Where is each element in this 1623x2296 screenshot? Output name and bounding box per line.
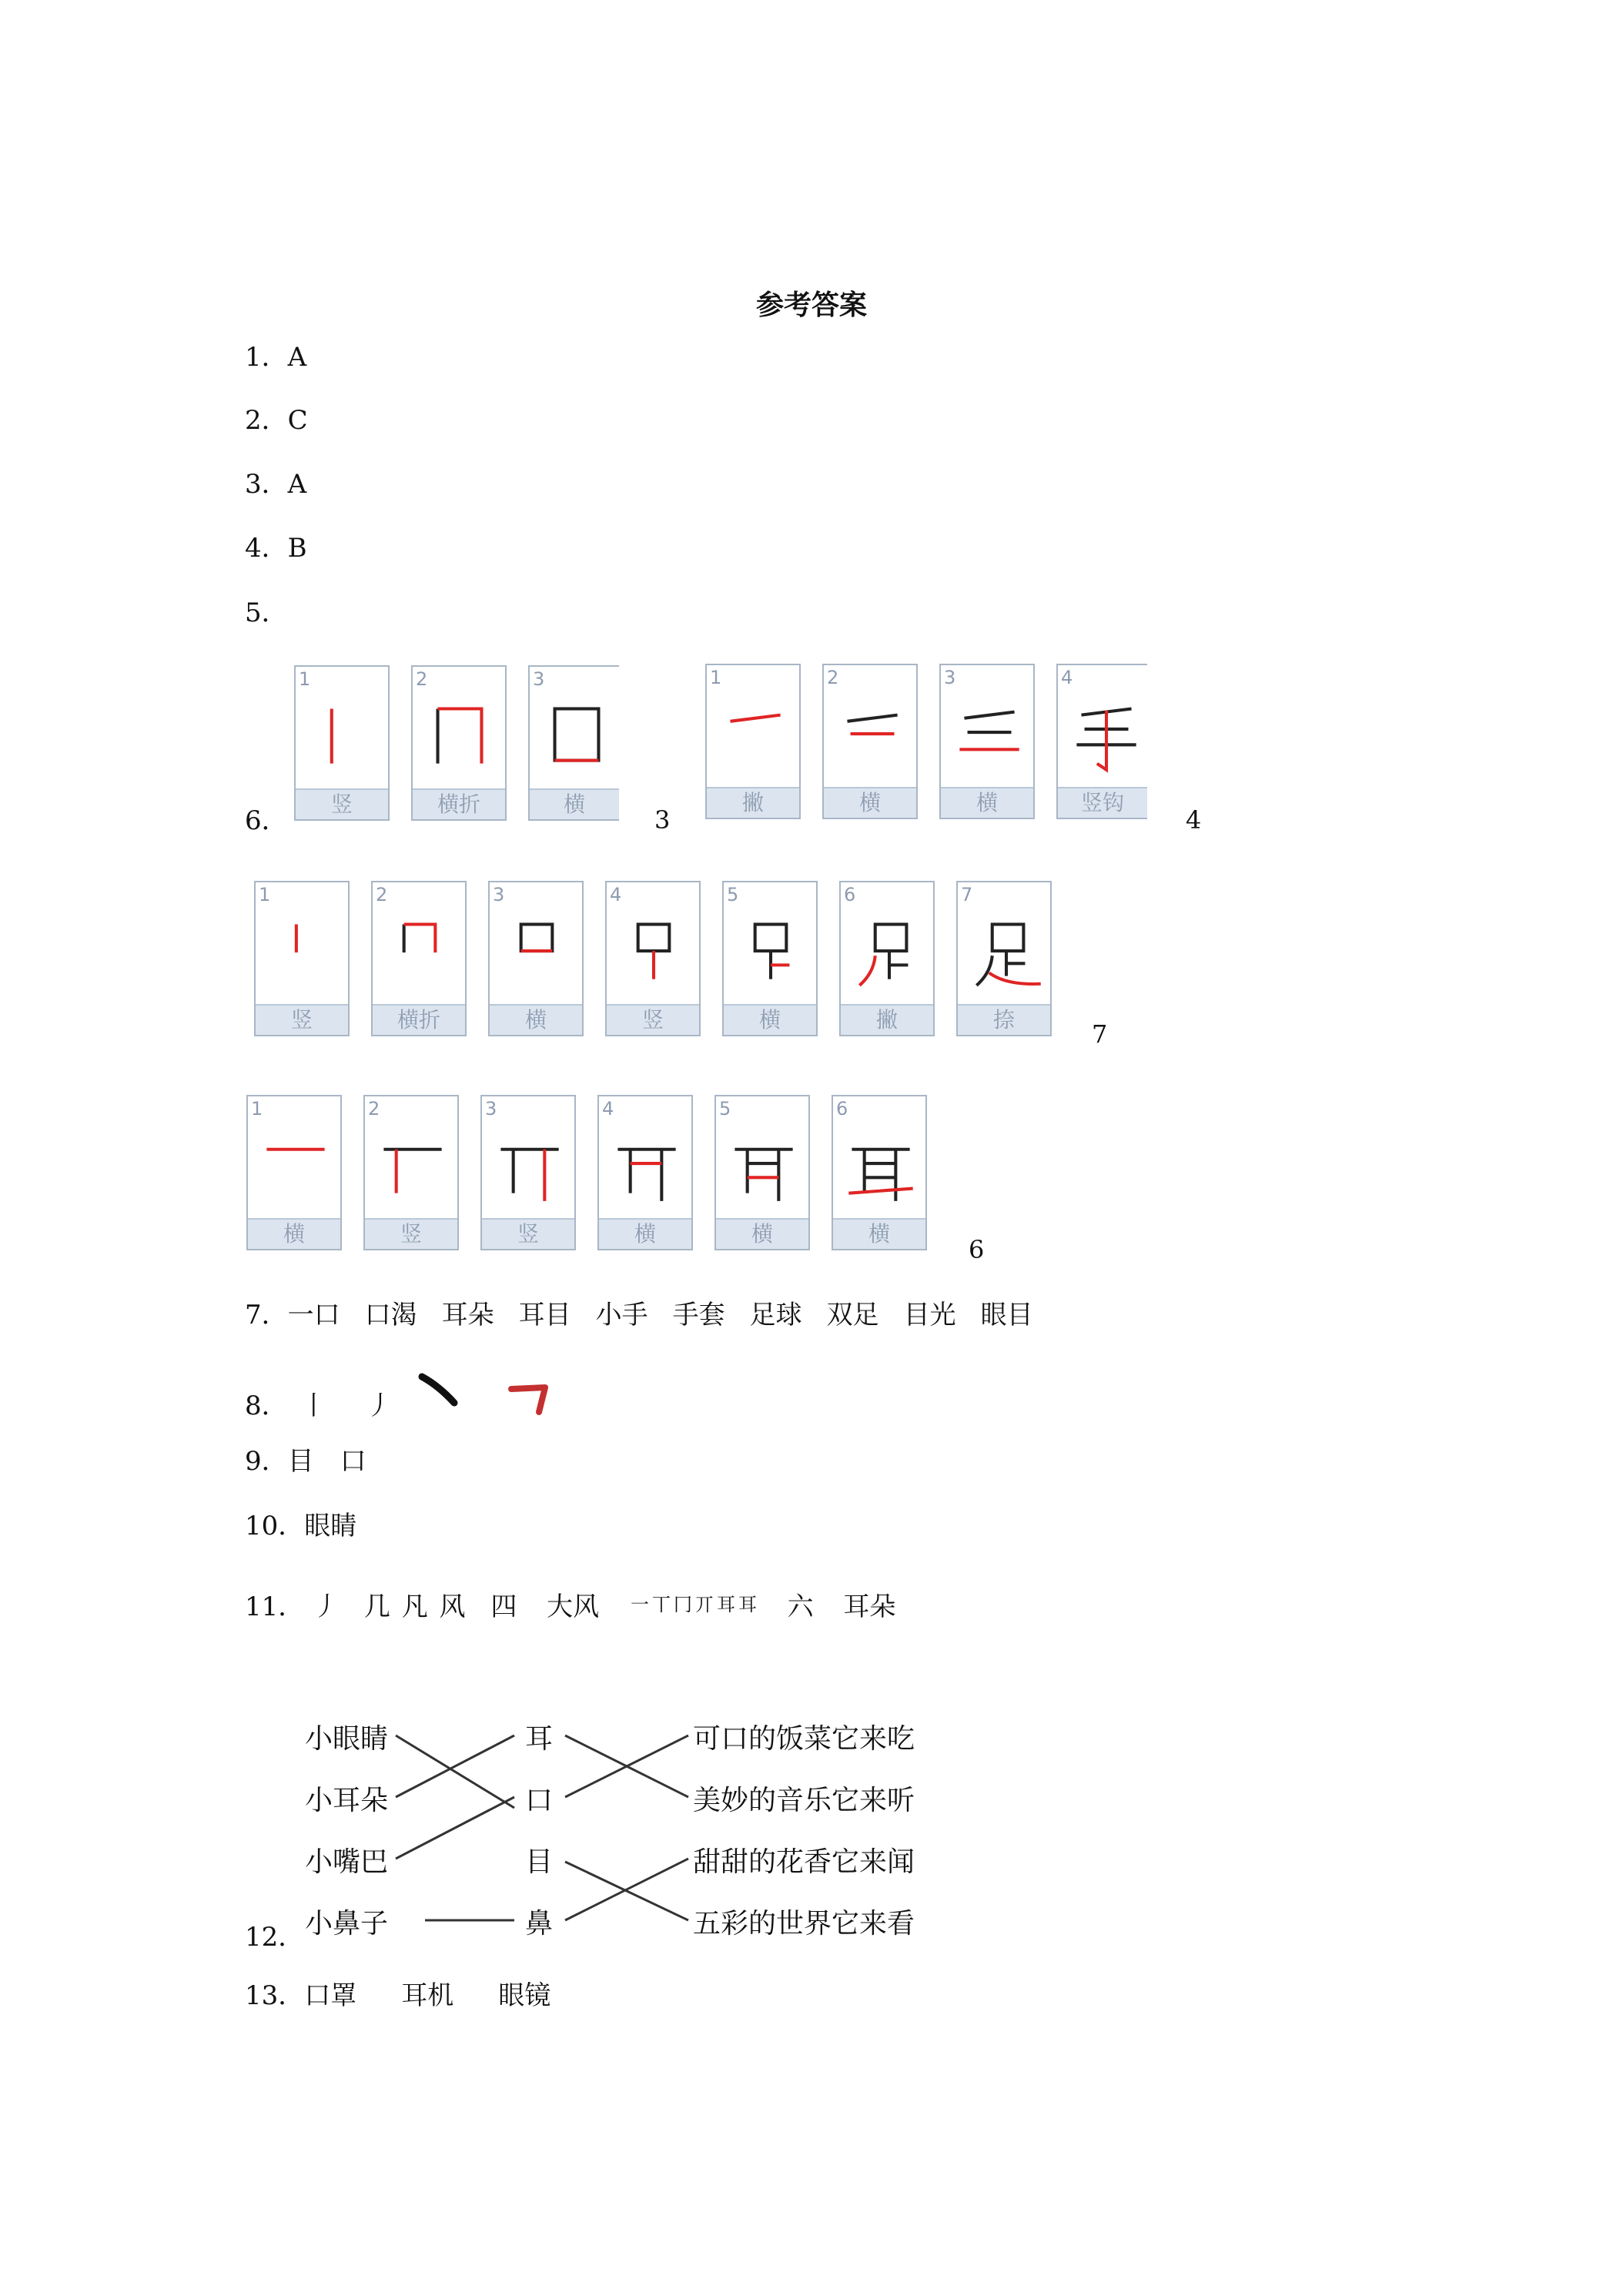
card-index: 5	[719, 1098, 731, 1120]
stroke-count: 4	[1186, 805, 1202, 835]
answer-number: 4．	[245, 533, 288, 564]
stroke-label: 横折	[413, 788, 505, 819]
card-index: 4	[1061, 667, 1073, 688]
stroke-glyph	[490, 1115, 568, 1209]
word: 足球	[749, 1300, 802, 1330]
stroke-label: 横折	[373, 1004, 465, 1035]
answer-text: C	[287, 405, 308, 436]
stroke-glyph	[373, 1115, 451, 1209]
stroke-glyph	[380, 901, 459, 995]
word: 双足	[826, 1300, 879, 1330]
answer-text: 眼睛	[304, 1511, 357, 1541]
answer-11	[245, 1588, 895, 1624]
card-index: 1	[259, 884, 271, 905]
stroke-label: 横	[248, 1218, 340, 1249]
word: 口渴	[364, 1300, 417, 1330]
stroke-label: 横	[941, 787, 1033, 818]
stroke-glyph	[965, 901, 1044, 995]
answer-number: 5．	[245, 597, 288, 628]
answer-text: A	[287, 342, 307, 373]
card-index: 2	[827, 667, 839, 688]
stroke-count: 3	[654, 805, 671, 835]
answer-2	[245, 403, 308, 437]
stroke-card	[714, 1095, 810, 1250]
answer-7	[245, 1298, 1033, 1332]
stroke-card	[480, 1095, 576, 1250]
stroke-label: 竖	[296, 788, 388, 819]
answer-number: 10．	[245, 1511, 305, 1541]
word: 耳朵	[441, 1300, 494, 1330]
answer-6-number: 6．	[245, 805, 288, 836]
word: 大风	[547, 1591, 600, 1622]
match-right-item: 美妙的音乐它来听	[693, 1785, 915, 1816]
answer-number: 3．	[245, 469, 288, 500]
stroke-glyph	[949, 684, 1027, 778]
stroke-glyph	[841, 1115, 919, 1209]
answer-5	[245, 596, 288, 630]
word: 耳朵	[843, 1591, 896, 1622]
card-index: 7	[961, 884, 973, 905]
answer-4	[245, 531, 307, 565]
stroke-card	[246, 1095, 342, 1250]
stroke-card	[939, 664, 1035, 819]
stroke-card	[411, 665, 507, 821]
answer-number: 7．	[245, 1300, 288, 1330]
stroke-sequence	[631, 1594, 769, 1615]
stroke-label: 竖	[256, 1004, 348, 1035]
answer-text: A	[287, 469, 307, 500]
match-middle-item: 耳	[525, 1723, 554, 1755]
stroke-card	[839, 881, 935, 1036]
stroke-step: 丅	[651, 1594, 674, 1615]
stroke-step: 一	[630, 1594, 652, 1615]
answer-number: 8．	[245, 1391, 288, 1421]
stroke-glyph	[614, 901, 693, 995]
stroke-label: 捺	[958, 1004, 1050, 1035]
stroke-card	[488, 881, 584, 1036]
stroke-glyph	[1066, 684, 1144, 778]
card-index: 5	[727, 884, 739, 905]
stroke-step: 耳	[738, 1594, 760, 1615]
stroke-label: 撇	[841, 1004, 933, 1035]
stroke-glyph	[263, 901, 342, 995]
stroke-card	[705, 664, 801, 819]
word: 眼目	[980, 1300, 1033, 1330]
answer-13	[245, 1979, 550, 2013]
stroke-cards-kou	[294, 665, 641, 821]
word: 眼镜	[498, 1980, 551, 2011]
stroke-item: 丿	[313, 1591, 340, 1622]
match-middle-item: 口	[525, 1785, 554, 1816]
stroke-card	[1056, 664, 1147, 819]
match-right-item: 可口的饭菜它来吃	[693, 1723, 915, 1755]
match-left-item: 小眼睛	[305, 1723, 389, 1755]
stroke-card	[363, 1095, 459, 1250]
match-right-item: 甜甜的花香它来闻	[693, 1846, 915, 1878]
word: 手套	[672, 1300, 725, 1330]
match-middle-item: 鼻	[525, 1908, 554, 1940]
answer-number: 13．	[245, 1980, 305, 2011]
stroke-card	[294, 665, 390, 821]
stroke-card	[597, 1095, 693, 1250]
card-index: 4	[602, 1098, 614, 1120]
card-index: 6	[836, 1098, 848, 1120]
answer-text: B	[287, 533, 307, 564]
answer-number: 9．	[245, 1446, 288, 1477]
stroke-glyph	[497, 901, 576, 995]
card-index: 3	[533, 668, 545, 690]
match-left-item: 小耳朵	[305, 1785, 389, 1816]
answer-3	[245, 467, 306, 501]
stroke-card	[254, 881, 350, 1036]
stroke-label: 横	[833, 1218, 925, 1249]
word: 一口	[287, 1300, 340, 1330]
stroke-item: 凡	[401, 1591, 428, 1622]
answer-1	[245, 340, 306, 374]
card-index: 1	[251, 1098, 263, 1120]
stroke-vertical: 丨	[300, 1391, 327, 1421]
stroke-glyph	[256, 1115, 334, 1209]
stroke-glyph	[420, 685, 499, 779]
word: 目	[287, 1446, 314, 1477]
stroke-pie: 丿	[366, 1391, 393, 1421]
answer-8	[245, 1389, 392, 1423]
word: 口	[340, 1446, 366, 1477]
card-index: 2	[376, 884, 388, 905]
page-title: 参考答案	[755, 289, 867, 321]
stroke-glyph	[832, 684, 910, 778]
stroke-card	[371, 881, 467, 1036]
card-index: 3	[485, 1098, 497, 1120]
word: 口罩	[304, 1980, 357, 2011]
match-middle-item: 目	[525, 1846, 554, 1878]
stroke-label: 横	[824, 787, 916, 818]
stroke-count: 六	[787, 1591, 814, 1622]
card-index: 3	[944, 667, 956, 688]
match-right-item: 五彩的世界它来看	[693, 1908, 915, 1940]
answer-9	[245, 1444, 366, 1478]
answer-number: 1．	[245, 342, 288, 373]
word: 目光	[903, 1300, 956, 1330]
stroke-glyph	[607, 1115, 685, 1209]
matching-figure	[305, 1706, 936, 1960]
stroke-label: 竖	[607, 1004, 699, 1035]
stroke-card	[832, 1095, 927, 1250]
stroke-item: 风	[439, 1591, 466, 1622]
stroke-count: 四	[490, 1591, 517, 1622]
stroke-card	[956, 881, 1052, 1036]
stroke-count: 7	[1092, 1019, 1108, 1049]
stroke-card	[722, 881, 818, 1036]
stroke-glyph	[714, 684, 793, 778]
card-index: 6	[844, 884, 856, 905]
match-left-item: 小鼻子	[305, 1908, 389, 1940]
horizontal-turn-stroke-icon	[500, 1377, 562, 1423]
answer-10	[245, 1509, 356, 1543]
card-index: 1	[710, 667, 722, 688]
stroke-card	[605, 881, 701, 1036]
stroke-count: 6	[969, 1235, 985, 1264]
stroke-label: 竖	[482, 1218, 574, 1249]
stroke-label: 横	[530, 788, 619, 819]
stroke-item: 几	[363, 1591, 390, 1622]
stroke-glyph	[724, 1115, 802, 1209]
card-index: 3	[493, 884, 505, 905]
word: 耳目	[518, 1300, 571, 1330]
stroke-cards-er	[246, 1095, 949, 1250]
stroke-cards-zu	[254, 881, 1073, 1036]
match-left-item: 小嘴巴	[305, 1846, 389, 1878]
card-index: 4	[610, 884, 622, 905]
stroke-label: 撇	[707, 787, 799, 818]
word: 小手	[595, 1300, 648, 1330]
answer-12-number: 12．	[245, 1922, 305, 1953]
stroke-step: 冂	[673, 1594, 695, 1615]
stroke-glyph	[303, 685, 382, 779]
stroke-label: 横	[716, 1218, 808, 1249]
stroke-glyph	[848, 901, 927, 995]
stroke-card	[528, 665, 619, 821]
stroke-step: 耳	[716, 1594, 738, 1615]
dot-stroke-icon	[408, 1369, 477, 1415]
word: 耳机	[401, 1980, 454, 2011]
stroke-label: 竖	[365, 1218, 457, 1249]
stroke-step: 丌	[694, 1594, 717, 1615]
stroke-glyph	[731, 901, 810, 995]
card-index: 1	[299, 668, 311, 690]
answer-number: 11．	[245, 1591, 305, 1622]
answer-number: 2．	[245, 405, 288, 436]
stroke-label: 横	[599, 1218, 691, 1249]
stroke-card	[822, 664, 918, 819]
stroke-label: 横	[490, 1004, 582, 1035]
stroke-glyph	[537, 685, 616, 779]
stroke-cards-shou	[705, 664, 1169, 819]
card-index: 2	[368, 1098, 380, 1120]
stroke-label: 竖钩	[1058, 787, 1147, 818]
card-index: 2	[416, 668, 428, 690]
stroke-label: 横	[724, 1004, 816, 1035]
